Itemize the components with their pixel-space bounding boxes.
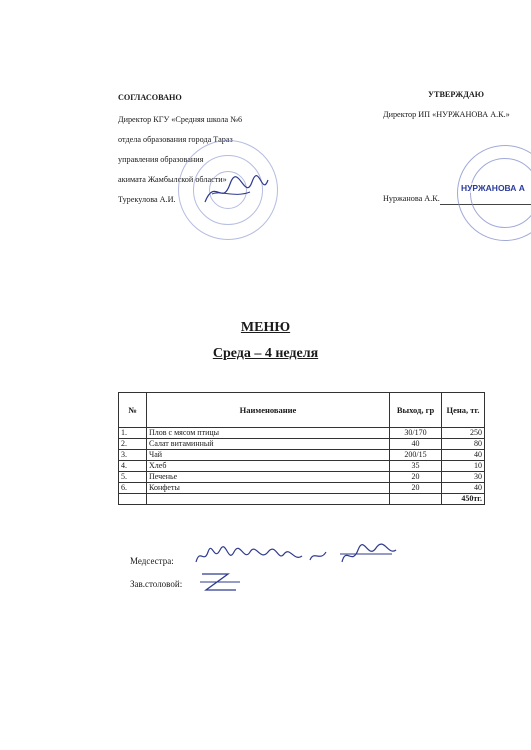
nurse-label: Медсестра:: [130, 556, 174, 566]
row-price: 250: [442, 428, 485, 439]
canteen-head-label: Зав.столовой:: [130, 579, 183, 589]
header-yield: Выход, гр: [390, 393, 442, 428]
agreed-heading: СОГЛАСОВАНО: [118, 93, 182, 102]
row-yield: 20: [390, 483, 442, 494]
menu-table: [118, 392, 485, 505]
row-num: 1.: [119, 428, 147, 439]
header-name: Наименование: [147, 393, 390, 428]
approve-line-1: Директор ИП «НУРЖАНОВА А.К.»: [383, 110, 510, 119]
row-name: Плов с мясом птицы: [147, 428, 390, 439]
director-signature-icon: [200, 172, 272, 212]
table-row: [119, 472, 485, 483]
page-subtitle: Среда – 4 неделя: [212, 346, 319, 361]
agreed-line-2: отдела образования города Тараз: [118, 135, 233, 144]
row-price: 40: [442, 483, 485, 494]
table-row: [119, 461, 485, 472]
agreed-line-4: акимата Жамбылской области»: [118, 175, 227, 184]
row-num: 4.: [119, 461, 147, 472]
row-name: Конфеты: [147, 483, 390, 494]
agreed-line-1: Директор КГУ «Средняя школа №6: [118, 115, 243, 124]
ip-seal-text: НУРЖАНОВА А: [461, 183, 525, 193]
row-price: 40: [442, 450, 485, 461]
row-num: 2.: [119, 439, 147, 450]
row-num: 5.: [119, 472, 147, 483]
agreed-line-5: Турекулова А.И.: [118, 195, 176, 204]
row-yield: 40: [390, 439, 442, 450]
table-row: [119, 439, 485, 450]
row-price: 10: [442, 461, 485, 472]
row-name: Хлеб: [147, 461, 390, 472]
row-num: 3.: [119, 450, 147, 461]
approve-name: Нуржанова А.К.: [383, 194, 440, 203]
header-num: №: [119, 393, 147, 428]
row-yield: 30/170: [390, 428, 442, 439]
row-name: Печенье: [147, 472, 390, 483]
table-row: [119, 428, 485, 439]
page-title: МЕНЮ: [240, 320, 291, 335]
row-price: 80: [442, 439, 485, 450]
canteen-signature-icon: [196, 568, 246, 596]
table-row: [119, 483, 485, 494]
row-name: Салат витаминный: [147, 439, 390, 450]
approve-heading: УТВЕРЖДАЮ: [428, 90, 484, 99]
total-row: [119, 494, 485, 505]
row-num: 6.: [119, 483, 147, 494]
table-row: [119, 450, 485, 461]
total-price: 450тг.: [442, 494, 485, 505]
header-price: Цена, тг.: [442, 393, 485, 428]
row-yield: 200/15: [390, 450, 442, 461]
row-yield: 20: [390, 472, 442, 483]
row-yield: 35: [390, 461, 442, 472]
agreed-line-3: управления образования: [118, 155, 204, 164]
nurse-signature-icon: [192, 540, 402, 570]
row-price: 30: [442, 472, 485, 483]
ip-seal-icon: [457, 145, 531, 241]
row-name: Чай: [147, 450, 390, 461]
